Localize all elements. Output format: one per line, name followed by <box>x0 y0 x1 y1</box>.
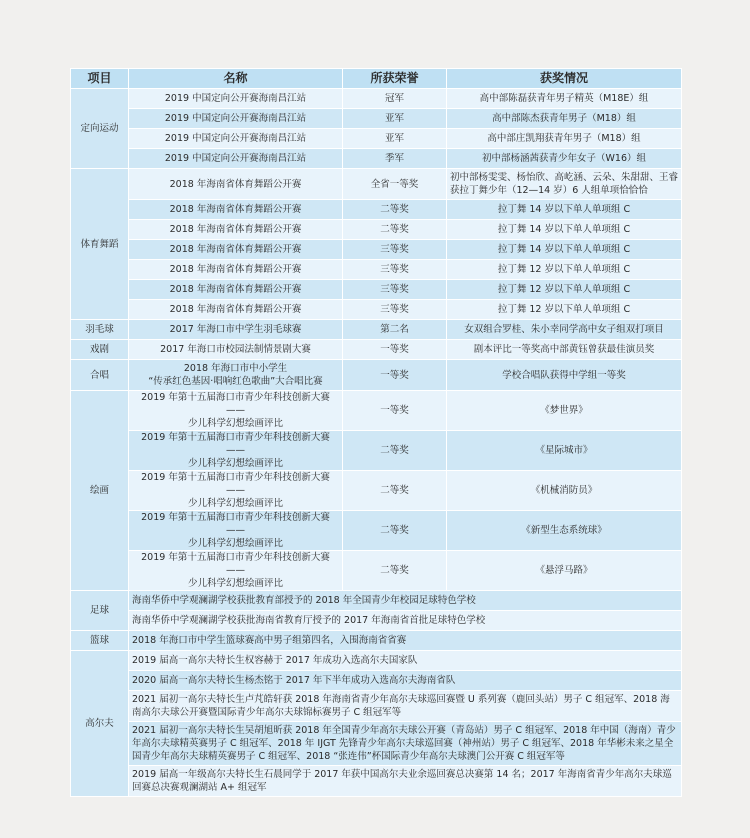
award-detail: 女双组合罗桂、朱小幸同学高中女子组双打项目 <box>447 320 682 340</box>
table-row <box>71 722 682 766</box>
award-honor: 一等奖 <box>343 360 447 391</box>
category-cell: 羽毛球 <box>71 320 129 340</box>
award-detail: 《新型生态系统球》 <box>447 511 682 551</box>
table-row <box>71 129 682 149</box>
award-name-line: 2019 年第十五届海口市青少年科技创新大赛—— <box>141 392 330 416</box>
award-detail: 拉丁舞 12 岁以下单人单项组 C <box>447 300 682 320</box>
table-row <box>71 391 682 431</box>
award-honor: 三等奖 <box>343 240 447 260</box>
award-name: 2017 年海口市中学生羽毛球赛 <box>129 320 343 340</box>
table-row <box>71 631 682 651</box>
category-cell: 体育舞蹈 <box>71 169 129 320</box>
award-honor: 三等奖 <box>343 260 447 280</box>
award-detail: 《梦世界》 <box>447 391 682 431</box>
award-text: 2019 届高一年级高尔夫特长生石晨同学于 2017 年获中国高尔夫业余巡回赛总决赛第 14 名；2017 年海南省青少年高尔夫球巡回赛总决赛观澜湖站 A+ 组冠军 <box>129 766 682 797</box>
award-detail: 拉丁舞 12 岁以下单人单项组 C <box>447 260 682 280</box>
award-name: 2018 年海南省体育舞蹈公开赛 <box>129 300 343 320</box>
category-cell: 足球 <box>71 591 129 631</box>
award-honor: 三等奖 <box>343 300 447 320</box>
table-row <box>71 220 682 240</box>
table-row <box>71 200 682 220</box>
award-honor: 第二名 <box>343 320 447 340</box>
award-honor: 三等奖 <box>343 280 447 300</box>
table-row <box>71 471 682 511</box>
awards-table <box>70 68 682 797</box>
table-row <box>71 671 682 691</box>
table-row <box>71 691 682 722</box>
award-name: 2018 年海南省体育舞蹈公开赛 <box>129 200 343 220</box>
award-honor: 二等奖 <box>343 471 447 511</box>
award-detail: 高中部陈磊获青年男子精英（M18E）组 <box>447 89 682 109</box>
table-row <box>71 300 682 320</box>
header-row <box>71 69 682 89</box>
award-detail: 拉丁舞 12 岁以下单人单项组 C <box>447 280 682 300</box>
category-cell: 篮球 <box>71 631 129 651</box>
award-honor: 二等奖 <box>343 200 447 220</box>
award-honor: 二等奖 <box>343 511 447 551</box>
table-row <box>71 431 682 471</box>
award-name: 2019 中国定向公开赛海南昌江站 <box>129 149 343 169</box>
award-name-line: 少儿科学幻想绘画评比 <box>187 538 283 549</box>
table-row <box>71 591 682 611</box>
header-detail: 获奖情况 <box>447 69 682 89</box>
category-cell: 戏剧 <box>71 340 129 360</box>
award-detail: 拉丁舞 14 岁以下单人单项组 C <box>447 200 682 220</box>
table-row <box>71 611 682 631</box>
table-row <box>71 149 682 169</box>
award-honor: 季军 <box>343 149 447 169</box>
award-text: 海南华侨中学观澜湖学校获批海南省教育厅授予的 2017 年海南省首批足球特色学校 <box>129 611 682 631</box>
award-name: 2018 年海南省体育舞蹈公开赛 <box>129 280 343 300</box>
category-cell: 绘画 <box>71 391 129 591</box>
award-honor: 全省一等奖 <box>343 169 447 200</box>
award-text: 2020 届高一高尔夫特长生杨杰铭于 2017 年下半年成功入选高尔夫海南省队 <box>129 671 682 691</box>
table-row <box>71 320 682 340</box>
header-category: 项目 <box>71 69 129 89</box>
award-detail: 《悬浮马路》 <box>447 551 682 591</box>
table-row <box>71 651 682 671</box>
table-row <box>71 511 682 551</box>
award-name <box>129 551 343 591</box>
award-name: 2019 中国定向公开赛海南昌江站 <box>129 109 343 129</box>
table-row <box>71 340 682 360</box>
award-name <box>129 431 343 471</box>
award-name <box>129 391 343 431</box>
table-row <box>71 109 682 129</box>
award-name-line: 2019 年第十五届海口市青少年科技创新大赛—— <box>141 432 330 456</box>
award-name-line: 2019 年第十五届海口市青少年科技创新大赛—— <box>141 552 330 576</box>
category-cell: 定向运动 <box>71 89 129 169</box>
award-detail: 初中部杨雯雯、杨怡欣、高屹涵、云朵、朱甜甜、王睿获拉丁舞少年（12—14 岁）6 人组单项恰恰恰 <box>447 169 682 200</box>
award-name-line: “传承红色基因·唱响红色歌曲”大合唱比赛 <box>148 376 323 387</box>
award-name-line: 2019 年第十五届海口市青少年科技创新大赛—— <box>141 512 330 536</box>
award-name <box>129 360 343 391</box>
table-row <box>71 280 682 300</box>
award-name-line: 2019 年第十五届海口市青少年科技创新大赛—— <box>141 472 330 496</box>
header-honor: 所获荣誉 <box>343 69 447 89</box>
table-row <box>71 551 682 591</box>
award-honor: 一等奖 <box>343 391 447 431</box>
table-row <box>71 169 682 200</box>
table-row <box>71 360 682 391</box>
award-name-line: 少儿科学幻想绘画评比 <box>187 418 283 429</box>
award-detail: 学校合唱队获得中学组一等奖 <box>447 360 682 391</box>
award-honor: 一等奖 <box>343 340 447 360</box>
award-detail: 高中部陈杰获青年男子（M18）组 <box>447 109 682 129</box>
award-name <box>129 471 343 511</box>
header-name: 名称 <box>129 69 343 89</box>
table-row <box>71 240 682 260</box>
award-name: 2019 中国定向公开赛海南昌江站 <box>129 89 343 109</box>
award-detail: 高中部庄凯翔获青年男子（M18）组 <box>447 129 682 149</box>
award-text: 2018 年海口市中学生篮球赛高中男子组第四名，入围海南省省赛 <box>129 631 682 651</box>
award-detail: 《星际城市》 <box>447 431 682 471</box>
table-row <box>71 89 682 109</box>
award-detail: 拉丁舞 14 岁以下单人单项组 C <box>447 220 682 240</box>
category-cell: 合唱 <box>71 360 129 391</box>
award-name: 2019 中国定向公开赛海南昌江站 <box>129 129 343 149</box>
award-text: 海南华侨中学观澜湖学校获批教育部授予的 2018 年全国青少年校园足球特色学校 <box>129 591 682 611</box>
award-honor: 亚军 <box>343 109 447 129</box>
award-name-line: 少儿科学幻想绘画评比 <box>187 578 283 589</box>
award-name: 2018 年海南省体育舞蹈公开赛 <box>129 260 343 280</box>
award-honor: 亚军 <box>343 129 447 149</box>
table-row <box>71 766 682 797</box>
award-name: 2018 年海南省体育舞蹈公开赛 <box>129 240 343 260</box>
category-cell: 高尔夫 <box>71 651 129 797</box>
award-honor: 冠军 <box>343 89 447 109</box>
award-detail: 初中部杨涵茜获青少年女子（W16）组 <box>447 149 682 169</box>
award-honor: 二等奖 <box>343 431 447 471</box>
award-honor: 二等奖 <box>343 220 447 240</box>
award-name <box>129 511 343 551</box>
award-name-line: 2018 年海口市中小学生 <box>183 363 288 374</box>
award-detail: 剧本评比一等奖高中部黄钰曾获最佳演员奖 <box>447 340 682 360</box>
award-name: 2017 年海口市校园法制情景剧大赛 <box>129 340 343 360</box>
award-detail: 《机械消防员》 <box>447 471 682 511</box>
award-name: 2018 年海南省体育舞蹈公开赛 <box>129 169 343 200</box>
table-row <box>71 260 682 280</box>
award-text: 2019 届高一高尔夫特长生权容赫于 2017 年成功入选高尔夫国家队 <box>129 651 682 671</box>
award-text: 2021 届初一高尔夫特长生吴胡旭昕获 2018 年全国青少年高尔夫球公开赛（青岛站）男子 C 组冠军、2018 年中国（海南）青少年高尔夫球精英赛男子 C 组冠军、2018 年 IJGT 先锋青少年高尔夫球巡回赛（神州站）男子 C 组冠军、2018 年华彬未来之星全国青少年高尔夫球精英赛男子 C 组冠军、2018 “张连伟”杯国际青少年高尔夫球澳门公开赛 C 组冠军等 <box>129 722 682 766</box>
award-name: 2018 年海南省体育舞蹈公开赛 <box>129 220 343 240</box>
award-honor: 二等奖 <box>343 551 447 591</box>
award-detail: 拉丁舞 14 岁以下单人单项组 C <box>447 240 682 260</box>
award-text: 2021 届初一高尔夫特长生卢芃皓轩获 2018 年海南省青少年高尔夫球巡回赛暨 U 系列赛（鹿回头站）男子 C 组冠军、2018 海南高尔夫球公开赛暨国际青少年高尔夫球锦标赛男子 C 组冠军等 <box>129 691 682 722</box>
award-name-line: 少儿科学幻想绘画评比 <box>187 498 283 509</box>
award-name-line: 少儿科学幻想绘画评比 <box>187 458 283 469</box>
